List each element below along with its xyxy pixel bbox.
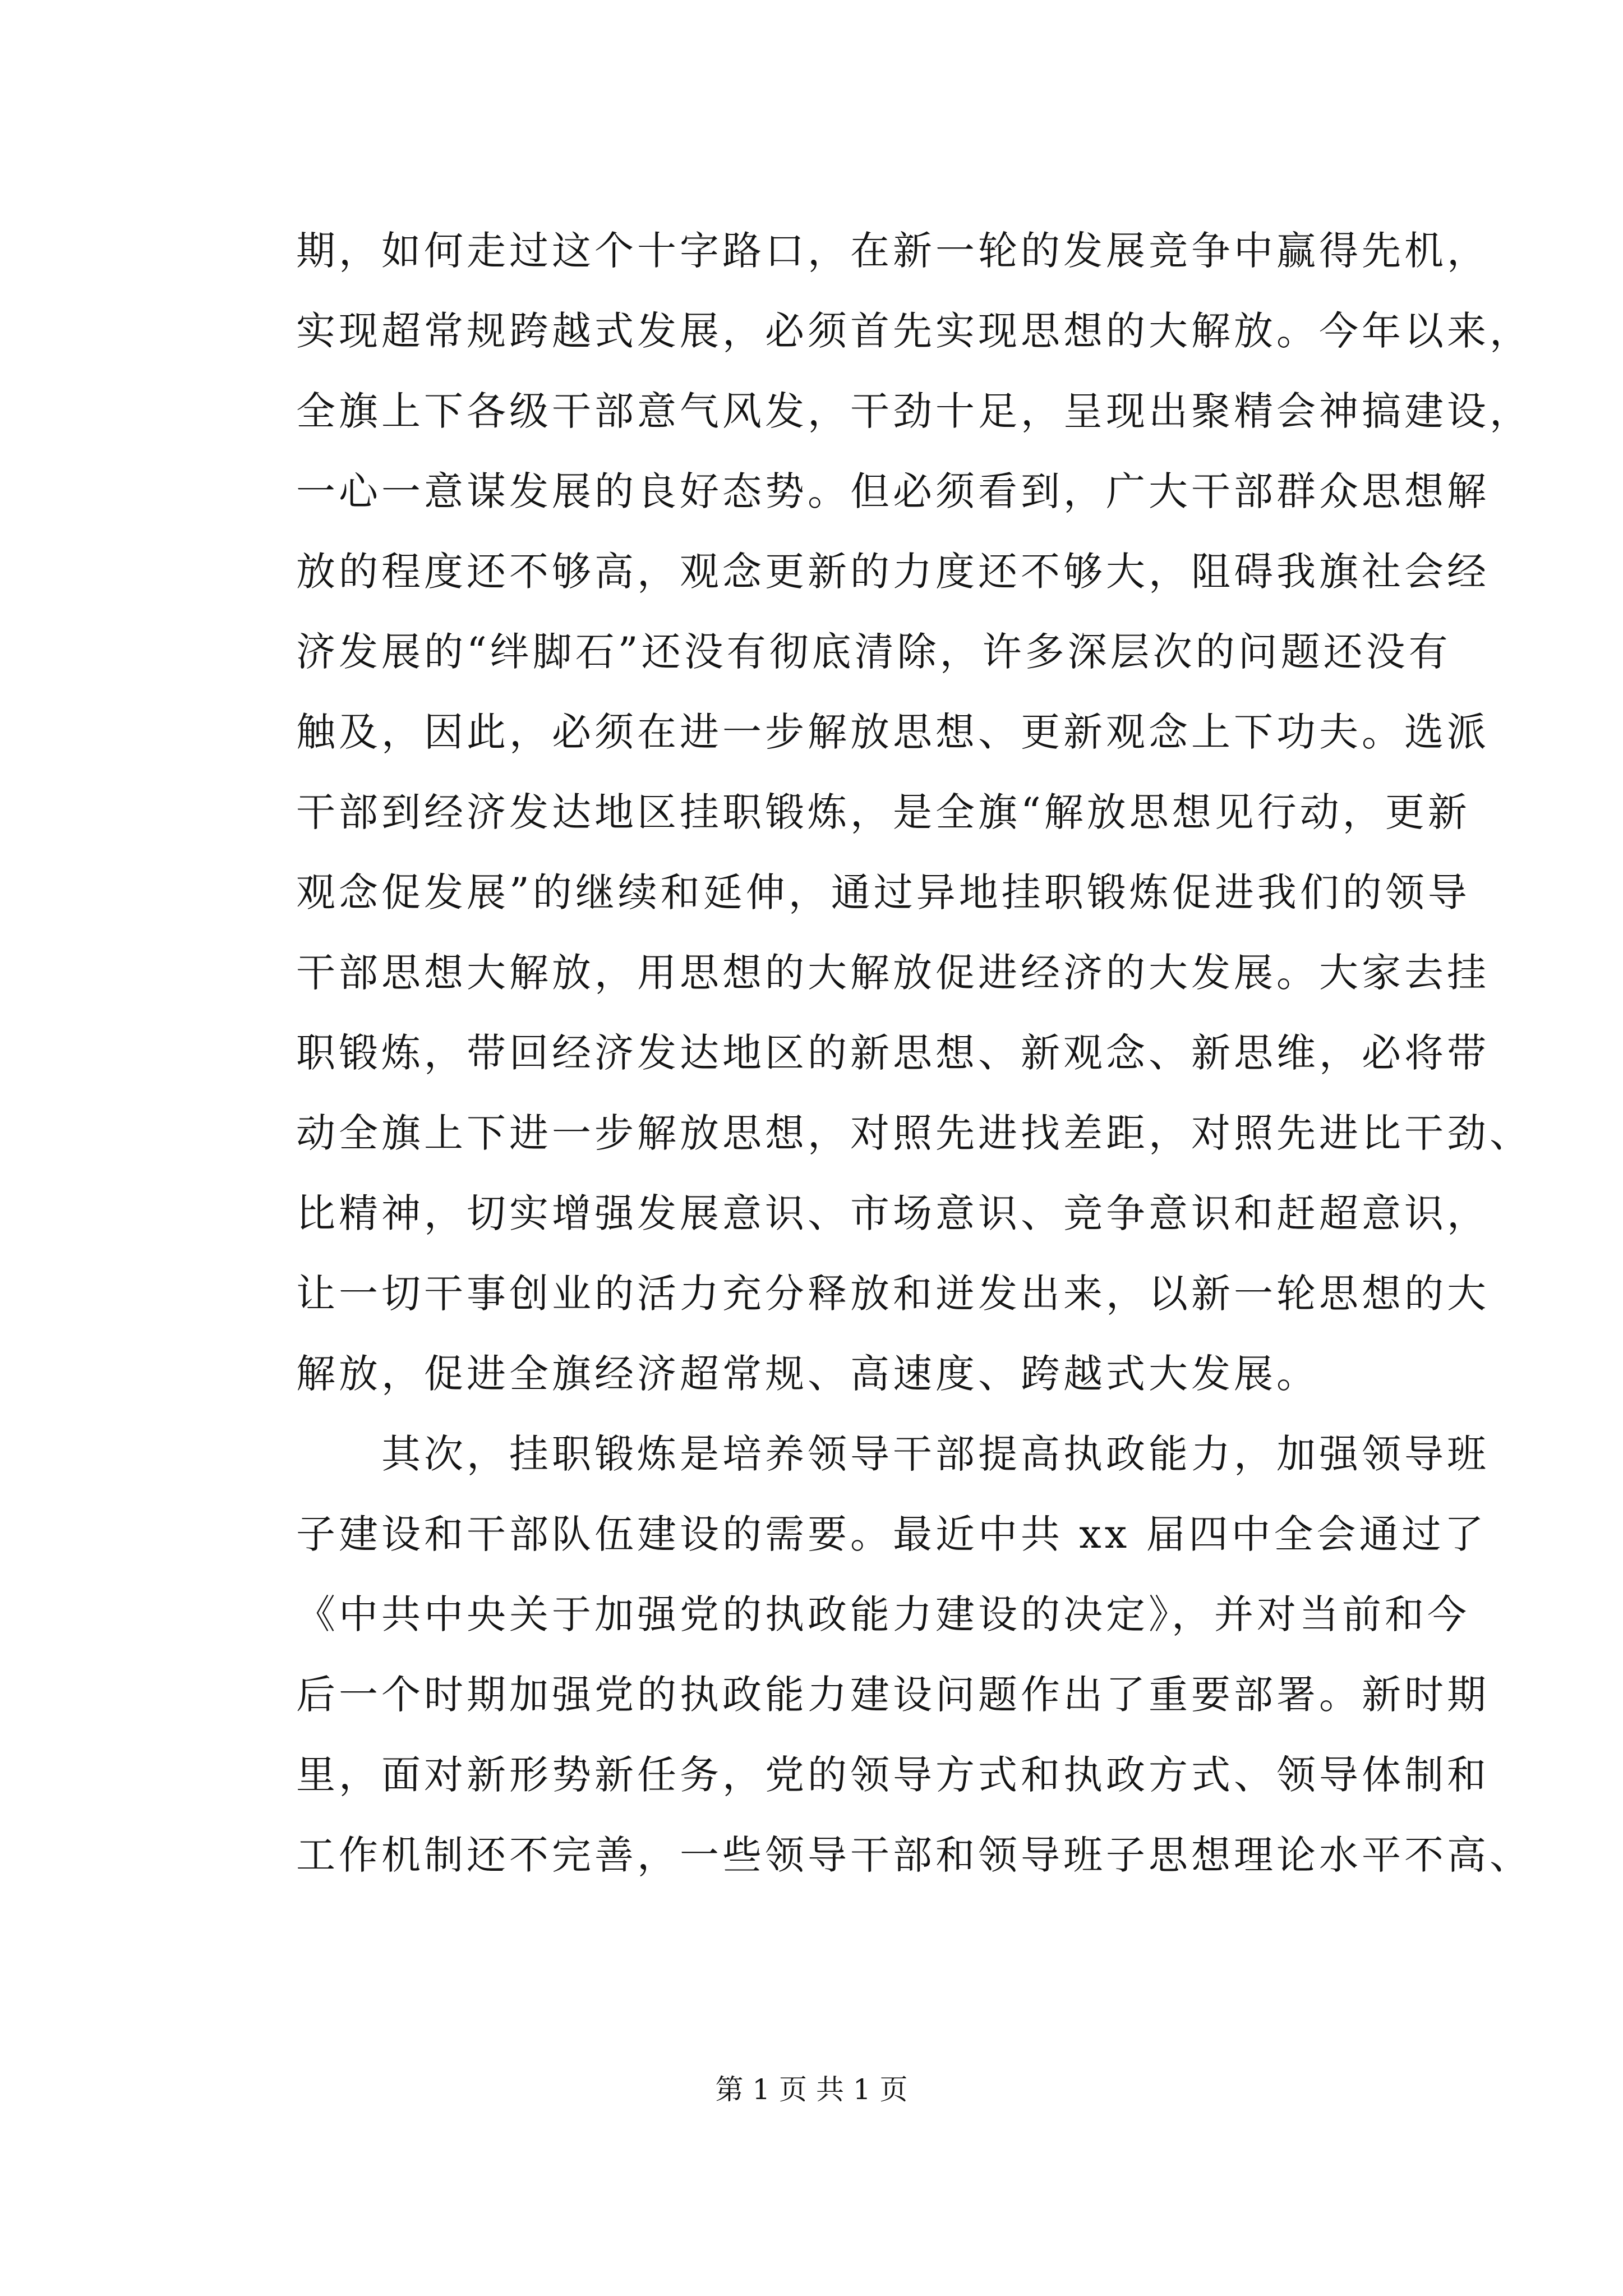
text-line: 让一切干事创业的活力充分释放和迸发出来，以新一轮思想的大 <box>296 1271 1490 1317</box>
text-line: 动全旗上下进一步解放思想，对照先进找差距，对照先进比干劲、 <box>296 1110 1532 1156</box>
text-line: 触及，因此，必须在进一步解放思想、更新观念上下功夫。选派 <box>296 709 1490 755</box>
text-line: 干部思想大解放，用思想的大解放促进经济的大发展。大家去挂 <box>296 950 1490 996</box>
text-line: 观念促发展”的继续和延伸，通过异地挂职锻炼促进我们的领导 <box>296 869 1470 915</box>
text-line: 解放，促进全旗经济超常规、高速度、跨越式大发展。 <box>296 1351 1319 1397</box>
page-footer: 第 1 页 共 1 页 <box>715 2073 908 2106</box>
text-line: 《中共中央关于加强党的执政能力建设的决定》，并对当前和今 <box>296 1591 1470 1637</box>
text-line: 期，如何走过这个十字路口，在新一轮的发展竞争中赢得先机， <box>296 228 1490 274</box>
paragraph-first-line: 其次，挂职锻炼是培养领导干部提高执政能力，加强领导班 <box>296 1431 1490 1477</box>
text-line: 济发展的“绊脚石”还没有彻底清除，许多深层次的问题还没有 <box>296 629 1451 675</box>
text-line: 职锻炼，带回经济发达地区的新思想、新观念、新思维，必将带 <box>296 1030 1490 1076</box>
text-line: 干部到经济发达地区挂职锻炼，是全旗“解放思想见行动，更新 <box>296 789 1470 835</box>
text-line: 全旗上下各级干部意气风发，干劲十足，呈现出聚精会神搞建设， <box>296 388 1532 434</box>
text-line: 实现超常规跨越式发展，必须首先实现思想的大解放。今年以来， <box>296 308 1532 354</box>
text-line: 比精神，切实增强发展意识、市场意识、竞争意识和赶超意识， <box>296 1190 1490 1236</box>
text-line: 后一个时期加强党的执政能力建设问题作出了重要部署。新时期 <box>296 1672 1490 1718</box>
text-line: 一心一意谋发展的良好态势。但必须看到，广大干部群众思想解 <box>296 468 1490 514</box>
text-line: 工作机制还不完善，一些领导干部和领导班子思想理论水平不高、 <box>296 1832 1532 1878</box>
body-text <box>296 211 1532 1895</box>
text-line: 里，面对新形势新任务，党的领导方式和执政方式、领导体制和 <box>296 1752 1490 1798</box>
text-line: 放的程度还不够高，观念更新的力度还不够大，阻碍我旗社会经 <box>296 549 1490 595</box>
text-line: 子建设和干部队伍建设的需要。最近中共 xx 届四中全会通过了 <box>296 1511 1487 1557</box>
